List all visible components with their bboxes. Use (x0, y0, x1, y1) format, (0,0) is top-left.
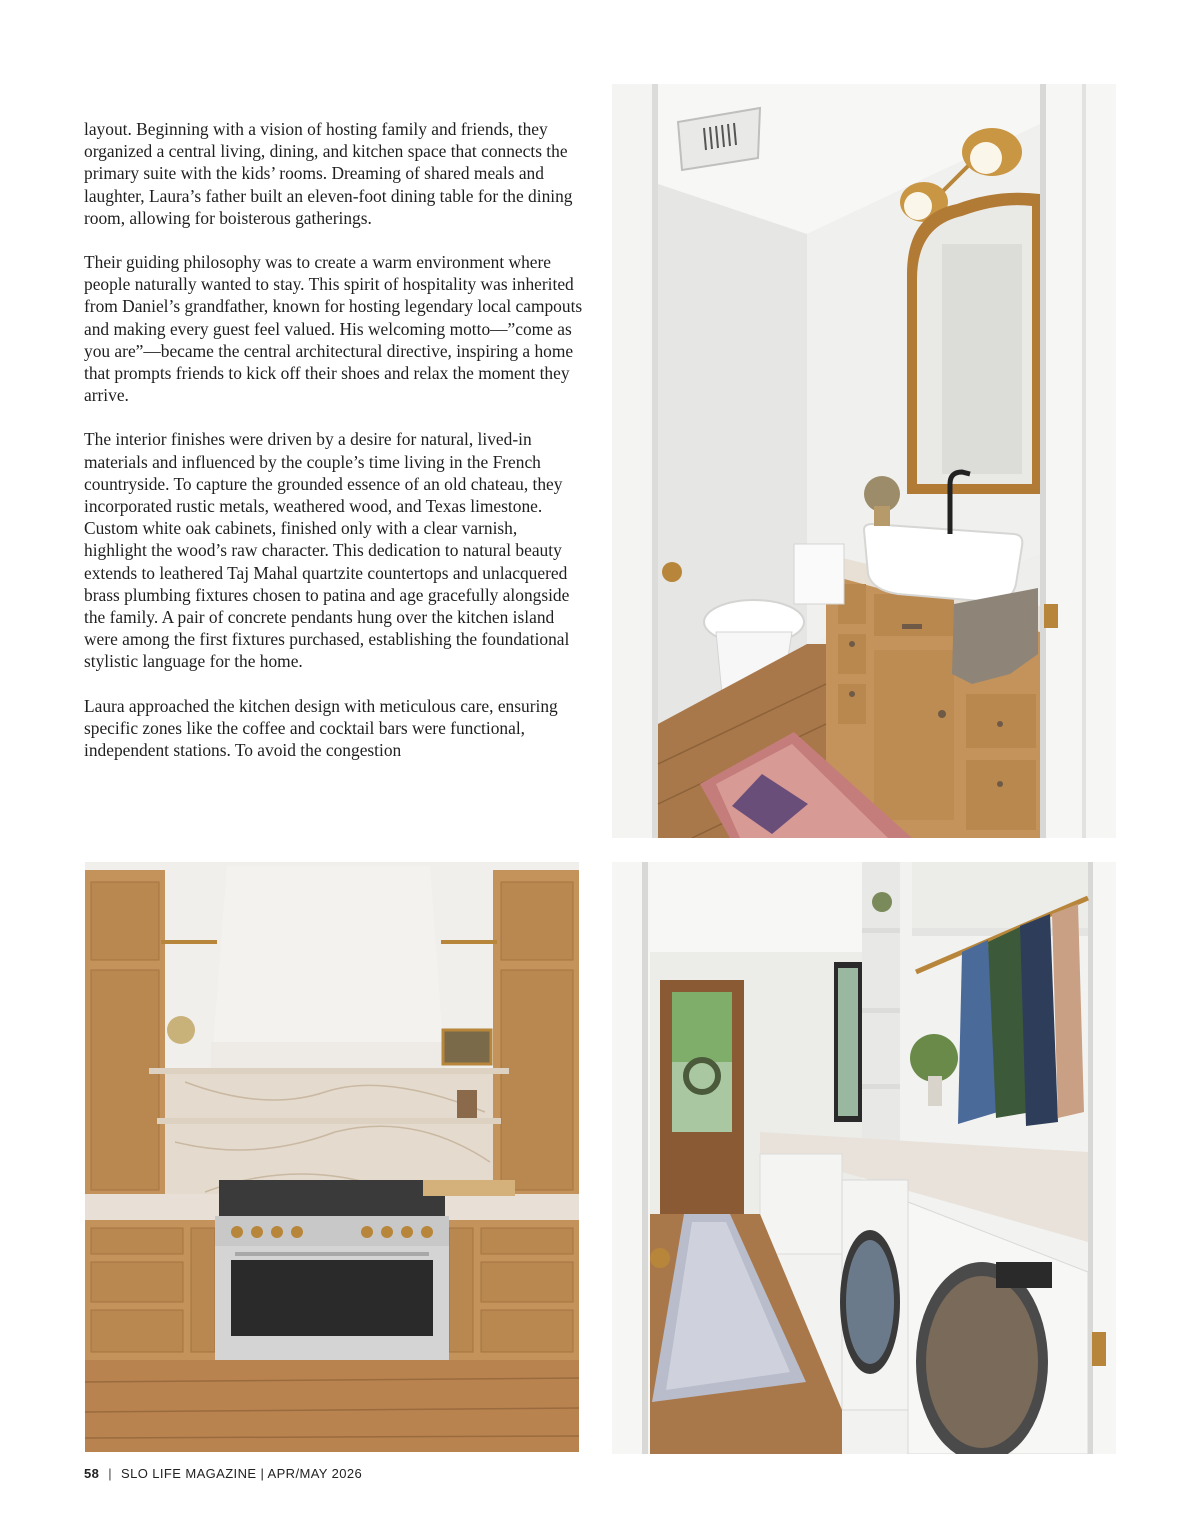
paragraph: layout. Beginning with a vision of hosting family and friends, they organized a central living, dining, and kitchen space that connects the primary suite with the kids’ rooms. Dreaming of shared meals and laughter, Laura’s father built an eleven-foot dining table for the dining room, allowing for boisterous gatherings. (84, 119, 573, 228)
article-body (84, 118, 584, 783)
issue-date: | APR/MAY 2026 (260, 1466, 363, 1481)
laundry-room-illustration (612, 862, 1116, 1454)
paragraph: The interior finishes were driven by a desire for natural, lived-in materials and influenced by the couple’s time living in the French countryside. To capture the grounded essence of an old chateau, they incorporated rustic metals, weathered wood, and Texas limestone. Custom white oak cabinets, finished only with a clear varnish, highlight the wood’s raw character. This dedication to natural beauty extends to leathered Taj Mahal quartzite countertops and unlacquered brass plumbing fixtures chosen to patina and age gracefully alongside the family. A pair of concrete pendants hung over the kitchen island were among the first fixtures purchased, establishing the foundational stylistic language for the home. (84, 429, 570, 672)
paragraph: Laura approached the kitchen design with meticulous care, ensuring specific zones like the coffee and cocktail bars were functional, independent stations. To avoid the congestion (84, 695, 558, 761)
kitchen-illustration (85, 862, 579, 1452)
paragraph: Their guiding philosophy was to create a warm environment where people naturally wanted to stay. This spirit of hospitality was inherited from Daniel’s grandfather, known for hosting legendary local campouts and making every guest feel valued. His welcoming motto—”come as you are”—became the central architectural directive, inspiring a home that prompts friends to kick off their shoes and relax the moment they arrive. (84, 252, 583, 406)
page-footer (84, 1466, 362, 1481)
powder-room-photo (612, 84, 1116, 838)
laundry-room-photo (612, 862, 1116, 1454)
mirror-icon (907, 193, 1040, 494)
kitchen-photo (85, 862, 579, 1452)
page-number: 58 (84, 1466, 100, 1481)
magazine-name: SLO LIFE MAGAZINE (121, 1466, 257, 1481)
powder-room-illustration (612, 84, 1116, 838)
footer-separator: | (108, 1466, 113, 1481)
